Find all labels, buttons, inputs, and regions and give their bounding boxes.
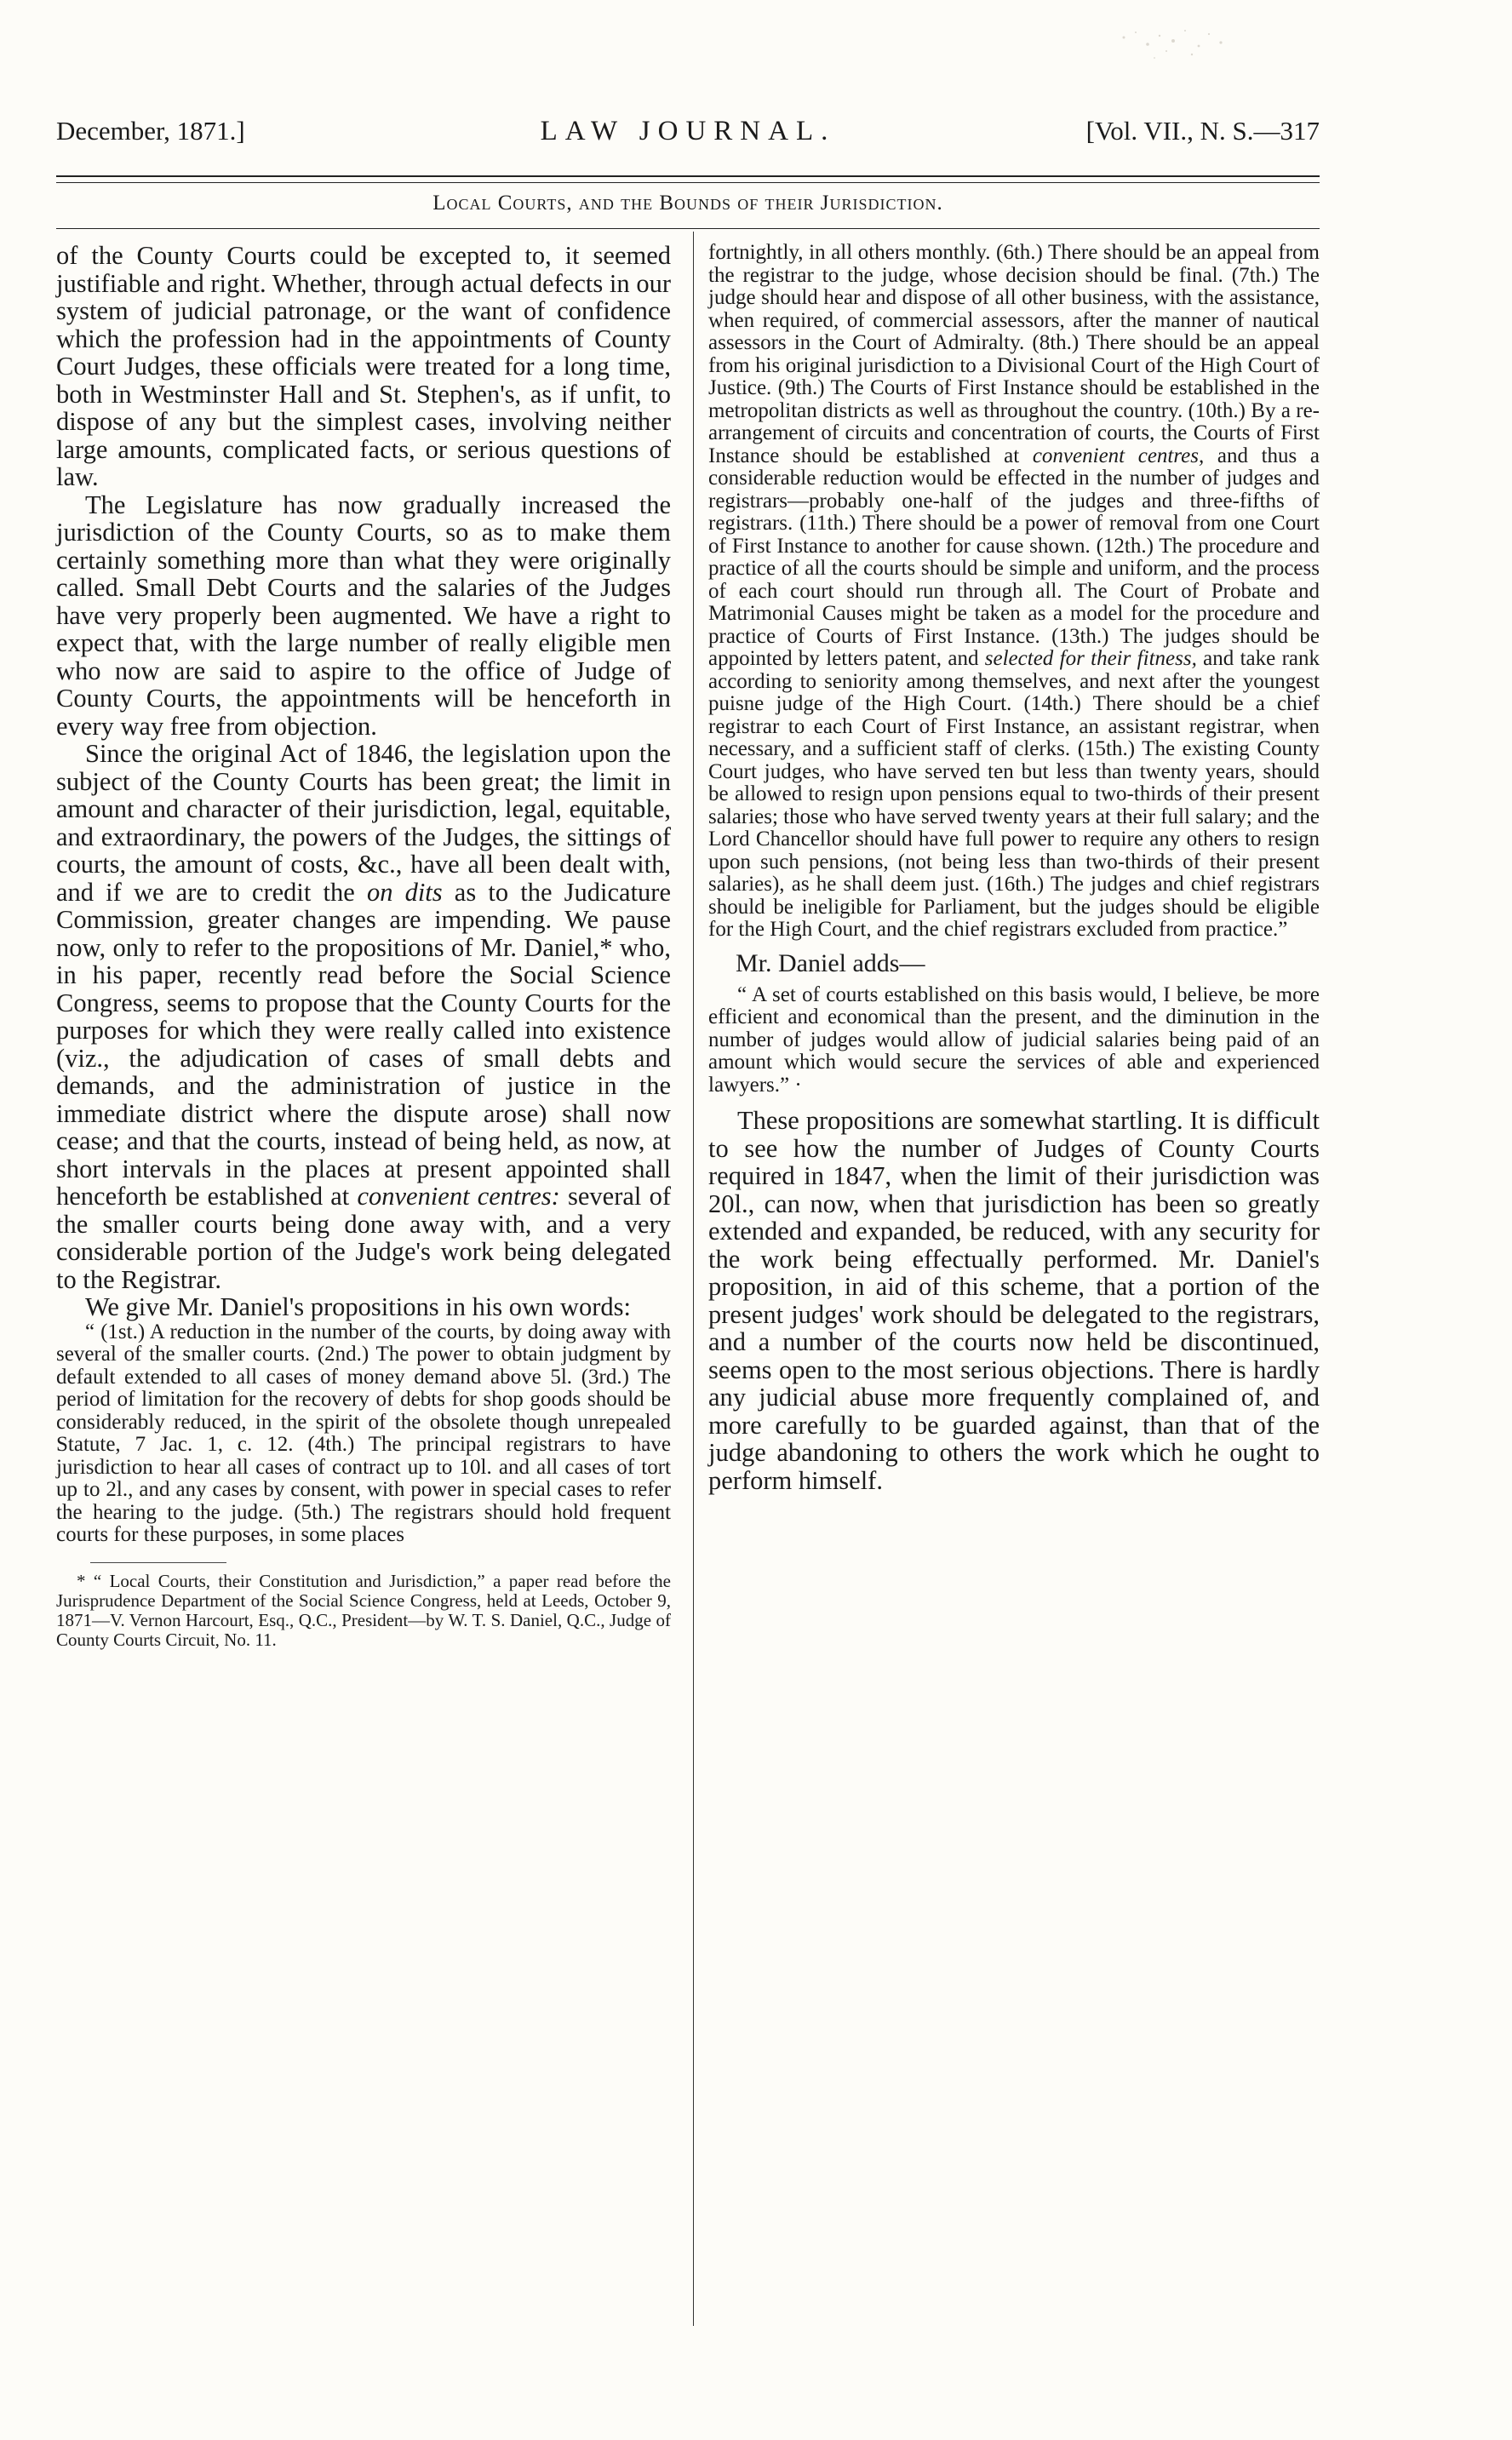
paragraph-text: several of the smaller courts being done away with, and a very considerable portion of the Judge's work being delegated to the Registrar.: [56, 1182, 671, 1294]
column-divider: [693, 232, 694, 2326]
emphasis-text: selected for their fitness,: [984, 647, 1197, 670]
paragraph: The Legislature has now gradually increased the jurisdiction of the County Courts, so as to make them certainly something more than what they were originally called. Small Debt Courts and the salaries of the Judges have very properly been augmented. We have a right to expect that, with the large number of really eligible men who now are said to aspire to the office of Judge of County Courts, the appointments will be henceforth in every way free from objection.: [56, 490, 671, 741]
left-column: [56, 242, 671, 1650]
volume-page-number: [Vol. VII., N. S.—317: [1085, 116, 1320, 146]
header-date: December, 1871.]: [56, 116, 245, 146]
paragraph-text: and take rank according to seniority among themselves, and next after the youngest puisne judge of the High Court. (14th.) There should be a chief registrar to each Court of First Instance, an assistant registrar, when necessary, and a sufficient staff of clerks. (15th.) The existing County Court judges, who have served ten but less than twenty years, should be allowed to resign upon pensions equal to two-thirds of their present salaries; those who have served twenty years at their full salary; and the Lord Chancellor should have full power to require any others to resign upon such pensions, (not being less than two-thirds of their present salaries), as he shall deem just. (16th.) The judges and chief registrars should be ineligible for Parliament, but the judges should be eligible for the High Court, and the chief registrars excluded from practice.”: [708, 647, 1320, 941]
emphasis-text: on dits: [366, 877, 443, 907]
emphasis-text: convenient centres:: [357, 1182, 560, 1211]
paragraph-text: fortnightly, in all others monthly. (6th.) There should be an appeal from the registrar to the judge, whose decision should be final. (7th.) The judge should hear and dispose of all other business, with the assistance, when required, of commercial assessors, after the manner of nautical assessors in the Court of Admiralty. (8th.) There should be an appeal from his original jurisdiction to a Divisional Court of the High Court of Justice. (9th.) The Courts of First Instance should be established in the metropolitan districts as well as throughout the country. (10th.) By a re-arrangement of circuits and concentration of courts, the Courts of First Instance should be established at: [708, 241, 1320, 467]
right-column: [708, 242, 1320, 1494]
paragraph: We give Mr. Daniel's propositions in his own words:: [85, 1292, 631, 1321]
paper-stain: [1107, 20, 1243, 72]
paragraph: [56, 740, 671, 1293]
paragraph: of the County Courts could be excepted to, it seemed justifiable and right. Whether, through actual defects in our system of judicial patronage, or the want of confidence which the profession had in the appointments of County Court Judges, these officials were treated for a long time, both in Westminster Hall and St. Stephen's, as if unfit, to dispose of any but the simplest cases, involving neither large amounts, complicated facts, or serious questions of law.: [56, 241, 671, 491]
paragraph: These propositions are somewhat startling. It is difficult to see how the number of Judges of County Courts required in 1847, when the limit of their jurisdiction was 20l., can now, when that jurisdiction has been so greatly extended and expanded, be reduced, with any security for the work being effectually performed. Mr. Daniel's proposition, in aid of this scheme, that a portion of the present judges' work should be delegated to the registrars, and a number of the courts now held be discontinued, seems open to the most serious objections. There is hardly any judicial abuse more frequently complained of, and more carefully to be guarded against, than that of the judge abandoning to others the work which he ought to perform himself.: [708, 1106, 1320, 1495]
paragraph-text: and thus a considerable reduction would be effected in the number of judges and registrars—probably one-half of the judges and three-fifths of registrars. (11th.) There should be a power of removal from one Court of First Instance to another for cause shown. (12th.) The procedure and practice of all the courts should be simple and uniform, and the process of each court should run through all. The Court of Probate and Matrimonial Causes might be taken as a model for the procedure and practice of Courts of First Instance. (13th.) The judges should be appointed by letters patent, and: [708, 444, 1320, 670]
paragraph: Mr. Daniel adds—: [736, 948, 925, 977]
running-header: [56, 116, 1320, 167]
title-rule: [56, 228, 1320, 229]
journal-title: LAW JOURNAL.: [540, 116, 836, 146]
quoted-propositions: “ (1st.) A reduction in the number of the courts, by doing away with several of the smaller courts. (2nd.) The power to obtain judgment by default extended to all cases of money demand above 5l. (3rd.) The period of limitation for the recovery of debts for shop goods should be considerably reduced, in the spirit of the obsolete though unrepealed Statute, 7 Jac. 1, c. 12. (4th.) The principal registrars to have jurisdiction to hear all cases of contract up to 10l. and all cases of tort up to 2l., and any cases by consent, with power in special cases to refer the hearing to the judge. (5th.) The registrars should hold frequent courts for these purposes, in some places: [56, 1320, 671, 1546]
quotation: “ A set of courts established on this basis would, I believe, be more efficient and economical than the present, and the diminution in the number of judges would allow of judicial salaries being paid of an amount which would secure the services of able and experienced lawyers.” ·: [708, 982, 1320, 1097]
paragraph-text: Since the original Act of 1846, the legislation upon the subject of the County Courts has been great; the limit in amount and character of their jurisdiction, legal, equitable, and extraordinary, the powers of the Judges, the sittings of courts, the amount of costs, &c., have all been dealt with, and if we are to credit the: [56, 739, 671, 907]
paragraph-text: as to the Judicature Commission, greater changes are impending. We pause now, only to refer to the propositions of Mr. Daniel,* who, in his paper, recently read before the Social Science Congress, seems to propose that the County Courts for the purposes for which they were really called into existence (viz., the adjudication of cases of small debts and demands, and the administration of justice in the immediate district where the dispute arose) shall now cease; and that the courts, instead of being held, as now, at short intervals in the places at present appointed shall henceforth be established at: [56, 877, 671, 1211]
footnote-rule: [90, 1562, 226, 1563]
header-rule: [56, 175, 1320, 183]
footnote: * “ Local Courts, their Constitution and Jurisdiction,” a paper read before the Jurisprudence Department of the Social Science Congress, held at Leeds, October 9, 1871—V. Vernon Harcourt, Esq., Q.C., President—by W. T. S. Daniel, Q.C., Judge of County Courts Circuit, No. 11.: [56, 1570, 671, 1650]
quoted-propositions: [708, 242, 1320, 942]
emphasis-text: convenient centres,: [1032, 444, 1205, 467]
article-title: Local Courts, and the Bounds of their Jurisdiction.: [432, 192, 943, 215]
